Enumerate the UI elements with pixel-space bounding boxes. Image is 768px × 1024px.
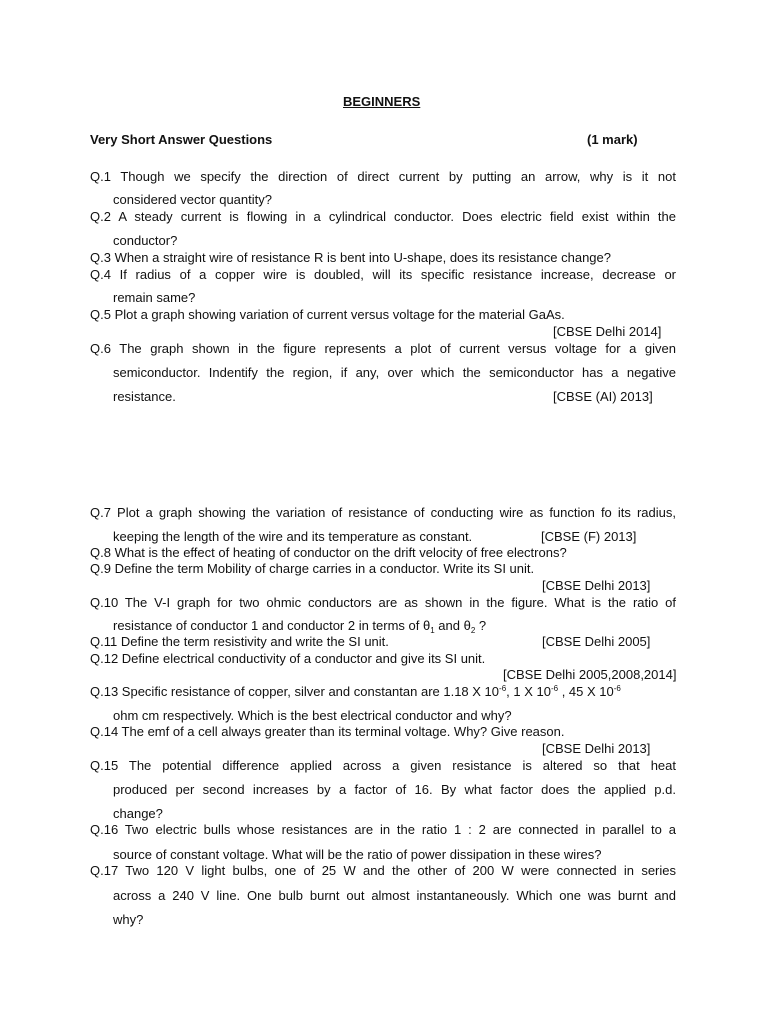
question-12-line-1: Q.12 Define electrical conductivity of a conductor and give its SI unit.	[90, 651, 486, 666]
question-6-reference: [CBSE (AI) 2013]	[553, 389, 653, 404]
question-12-reference: [CBSE Delhi 2005,2008,2014]	[503, 667, 677, 682]
theta-2-subscript: 2	[470, 626, 476, 635]
question-17-line-1: Q.17 Two 120 V light bulbs, one of 25 W and the other of 200 W were connected in series	[90, 863, 676, 878]
exponent-constantan: -6	[613, 684, 621, 693]
question-17-line-3: why?	[113, 912, 144, 927]
question-13-text: Q.13 Specific resistance of copper, silver and constantan are 1.18 X 10	[90, 684, 500, 699]
section-heading: Very Short Answer Questions	[90, 132, 273, 147]
exponent-copper: -6	[499, 684, 507, 693]
question-9-line-1: Q.9 Define the term Mobility of charge carries in a conductor. Write its SI unit.	[90, 561, 535, 576]
question-4-line-2: remain same?	[113, 290, 196, 305]
question-6-line-1: Q.6 The graph shown in the figure represents a plot of current versus voltage for a given	[90, 341, 676, 356]
question-17-line-2: across a 240 V line. One bulb burnt out almost instantaneously. Which one was burnt and	[113, 888, 676, 903]
question-13-silver: , 1 X 10	[506, 684, 551, 699]
question-13-constantan: , 45 X 10	[558, 684, 614, 699]
question-14-reference: [CBSE Delhi 2013]	[542, 741, 651, 756]
question-9-reference: [CBSE Delhi 2013]	[542, 578, 651, 593]
question-10-end: ?	[475, 618, 487, 633]
question-10-text: resistance of conductor 1 and conductor 2 in terms of θ	[113, 618, 431, 633]
question-7-line-2: keeping the length of the wire and its temperature as constant.	[113, 529, 473, 544]
question-7-reference: [CBSE (F) 2013]	[541, 529, 637, 544]
question-11-reference: [CBSE Delhi 2005]	[542, 634, 651, 649]
theta-1-subscript: 1	[430, 626, 435, 635]
question-3-line-1: Q.3 When a straight wire of resistance R is bent into U-shape, does its resistance change?	[90, 250, 611, 265]
question-16-line-2: source of constant voltage. What will be the ratio of power dissipation in these wires?	[113, 847, 602, 862]
question-2-line-1: Q.2 A steady current is flowing in a cylindrical conductor. Does electric field exist within the	[90, 209, 676, 224]
question-14-line-1: Q.14 The emf of a cell always greater than its terminal voltage. Why? Give reason.	[90, 724, 565, 739]
question-1-line-2: considered vector quantity?	[113, 192, 272, 207]
question-13-line-2: ohm cm respectively. Which is the best electrical conductor and why?	[113, 708, 512, 723]
question-2-line-2: conductor?	[113, 233, 178, 248]
question-13-line-1	[90, 684, 621, 700]
question-5-line-1: Q.5 Plot a graph showing variation of current versus voltage for the material GaAs.	[90, 307, 565, 322]
question-15-line-1: Q.15 The potential difference applied across a given resistance is altered so that heat	[90, 758, 676, 773]
exponent-silver: -6	[550, 684, 559, 693]
question-15-line-3: change?	[113, 806, 163, 821]
page-title: BEGINNERS	[343, 94, 421, 109]
question-7-line-1: Q.7 Plot a graph showing the variation of resistance of conducting wire as function fo its radius,	[90, 505, 676, 520]
question-1-line-1: Q.1 Though we specify the direction of direct current by putting an arrow, why is it not	[90, 169, 676, 184]
question-6-line-2: semiconductor. Indentify the region, if any, over which the semiconductor has a negative	[113, 365, 676, 380]
question-16-line-1: Q.16 Two electric bulls whose resistances are in the ratio 1 : 2 are connected in parallel to a	[90, 822, 676, 837]
question-8-line-1: Q.8 What is the effect of heating of conductor on the drift velocity of free electrons?	[90, 545, 567, 560]
question-10-and: and θ	[434, 618, 471, 633]
question-10-line-1: Q.10 The V-I graph for two ohmic conductors are as shown in the figure. What is the ratio of	[90, 595, 676, 610]
question-6-line-3: resistance.	[113, 389, 176, 404]
question-4-line-1: Q.4 If radius of a copper wire is doubled, will its specific resistance increase, decrease or	[90, 267, 676, 282]
question-5-reference: [CBSE Delhi 2014]	[553, 324, 662, 339]
question-10-line-2	[113, 618, 486, 634]
question-11-line-1: Q.11 Define the term resistivity and write the SI unit.	[90, 634, 389, 649]
question-15-line-2: produced per second increases by a factor of 16. By what factor does the applied p.d.	[113, 782, 676, 797]
marks-label: (1 mark)	[587, 132, 638, 147]
